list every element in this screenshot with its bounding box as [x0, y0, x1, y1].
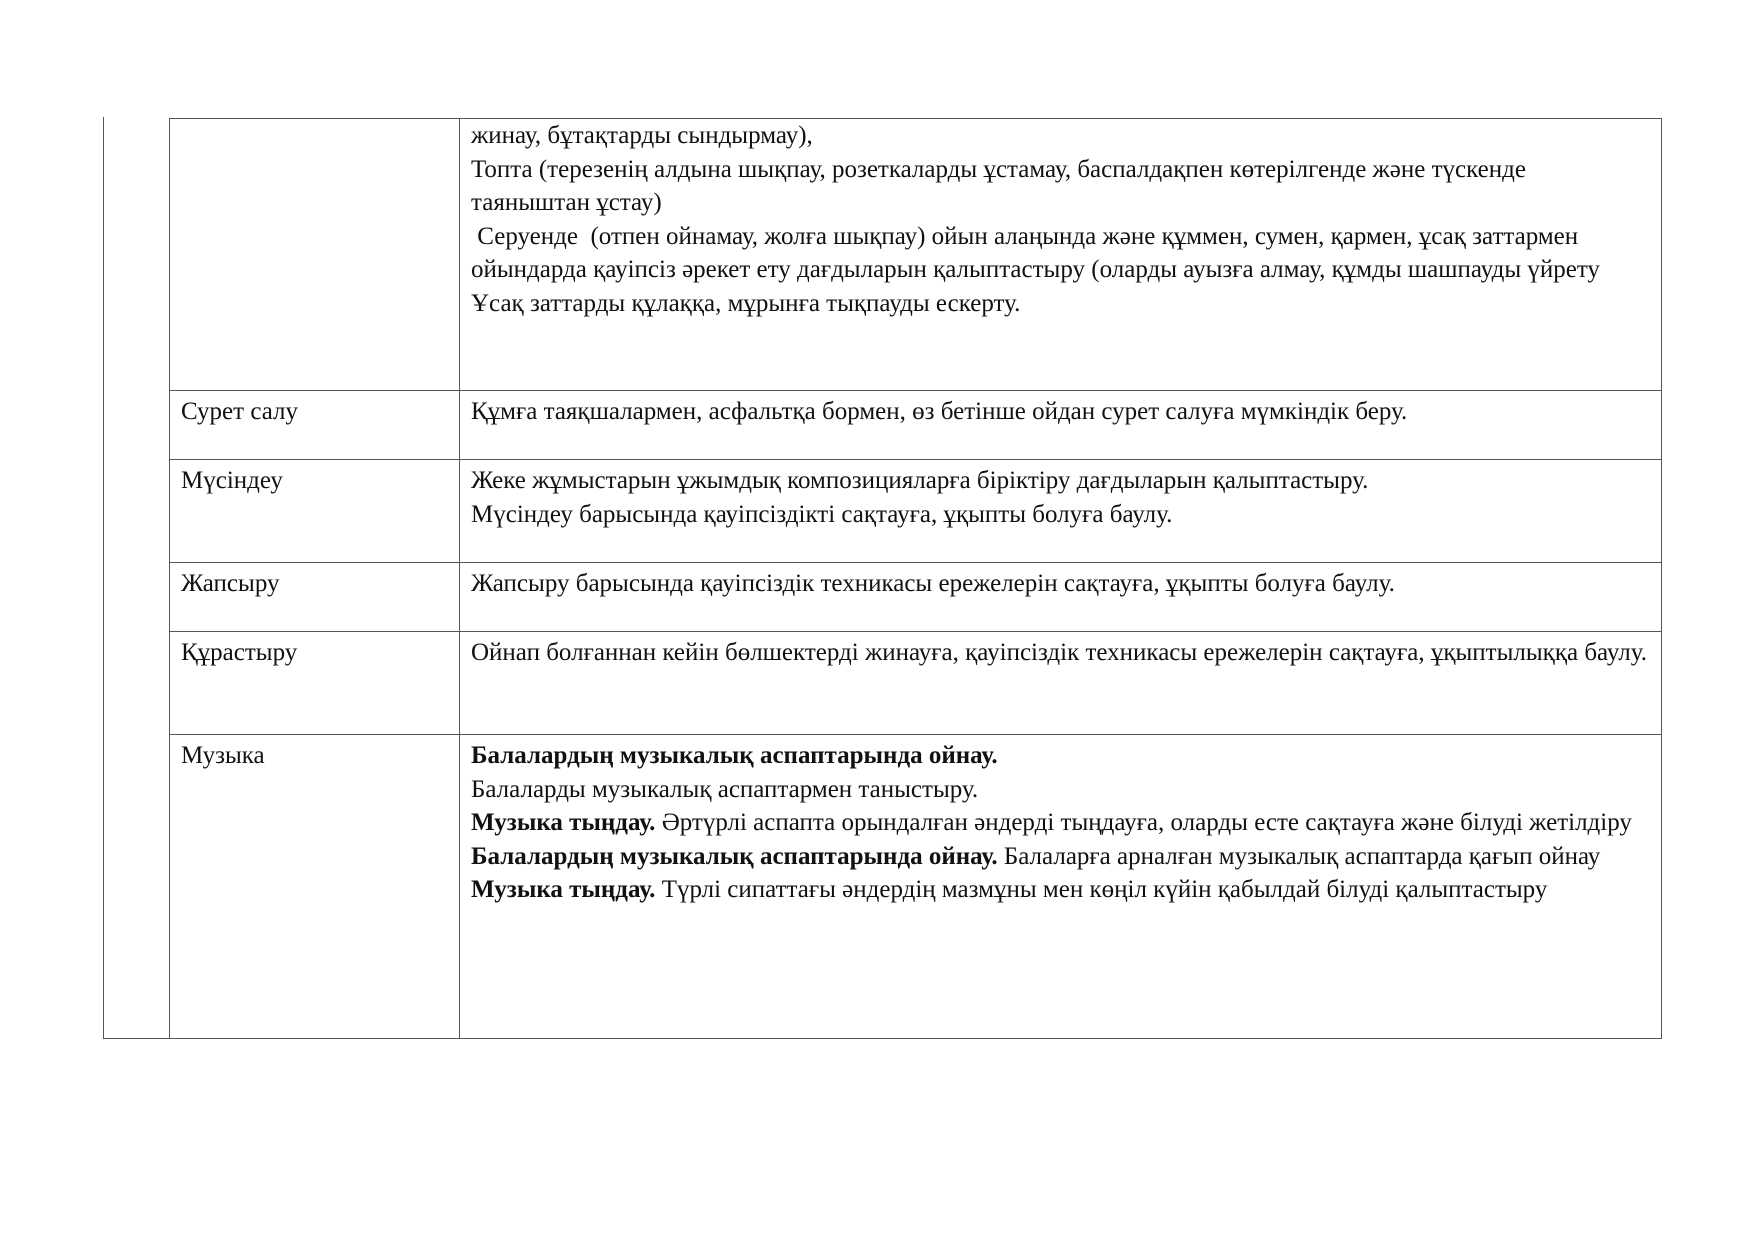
music-text: Балаларға арналған музыкалық аспаптарда қағып ойнау [997, 842, 1601, 870]
music-text: Әртүрлі аспапта орындалған әндерді тыңдауға, оларды есте сақтауға және білуді жетілдіру [655, 809, 1632, 836]
content-line: Жапсыру барысында қауіпсіздік техникасы ережелерін сақтауға, ұқыпты болуға баулу. [471, 570, 1395, 597]
table-row-safety [170, 119, 1662, 391]
music-paragraph [471, 739, 1651, 773]
outer-column-left-border [103, 117, 104, 1039]
music-text: Түрлі сипаттағы әндердің мазмұны мен көңіл күйін қабылдай білуді қалыптастыру [655, 876, 1548, 903]
music-text: Балаларды музыкалық аспаптармен таныстыру. [471, 775, 979, 803]
activity-label: Жапсыру [181, 570, 280, 597]
activity-label: Құрастыру [181, 639, 298, 666]
content-line: Құмға таяқшалармен, асфальтқа бормен, өз бетінше ойдан сурет салуға мүмкіндік беру. [471, 398, 1408, 425]
content-cell [460, 632, 1662, 735]
activity-cell [170, 119, 460, 391]
music-heading: Музыка тыңдау. [471, 809, 656, 836]
table-row-modeling [170, 460, 1662, 563]
music-paragraph [471, 806, 1651, 840]
content-line: жинау, бұтақтарды сындырмау), [471, 122, 813, 149]
music-paragraph [471, 873, 1651, 907]
content-cell [460, 119, 1662, 391]
table-row-construction [170, 632, 1662, 735]
content-line: Ойнап болғаннан кейін бөлшектерді жинауға, қауіпсіздік техникасы ережелерін сақтауға, ұқыптылыққа баулу. [471, 639, 1647, 666]
music-heading: Музыка тыңдау. [471, 876, 656, 903]
activity-label: Мүсіндеу [181, 467, 283, 494]
music-paragraph [471, 840, 1651, 874]
table-row-applique [170, 563, 1662, 632]
activity-plan-table [169, 118, 1662, 1039]
activity-cell [170, 735, 460, 1039]
music-heading: Балалардың музыкалық аспаптарында ойнау. [471, 842, 998, 870]
content-cell [460, 563, 1662, 632]
music-heading: Балалардың музыкалық аспаптарында ойнау. [471, 742, 998, 769]
content-cell [460, 460, 1662, 563]
content-line: Серуенде (отпен ойнамау, жолға шықпау) ойын алаңында және құммен, сумен, қармен, ұсақ заттармен ойындарда қауіпсіз әрекет ету дағдыларын қалыптастыру (оларды ауызға алмау, құмды шашпауды үйрету [471, 222, 1600, 283]
activity-cell [170, 563, 460, 632]
content-line: Мүсіндеу барысында қауіпсіздікті сақтауға, ұқыпты болуға баулу. [471, 500, 1173, 528]
activity-cell [170, 460, 460, 563]
activity-label: Сурет салу [181, 398, 299, 425]
table-row-drawing [170, 391, 1662, 460]
content-cell [460, 735, 1662, 1039]
content-cell [460, 391, 1662, 460]
table-row-music [170, 735, 1662, 1039]
music-paragraph [471, 773, 1651, 807]
content-line: Топта (терезенің алдына шықпау, розеткаларды ұстамау, баспалдақпен көтерілгенде және түскенде таяныштан ұстау) [471, 155, 1526, 216]
activity-label: Музыка [181, 742, 265, 769]
content-line: Жеке жұмыстарын ұжымдық композицияларға біріктіру дағдыларын қалыптастыру. [471, 467, 1369, 494]
content-line: Ұсақ заттарды құлаққа, мұрынға тықпауды ескерту. [471, 289, 1021, 317]
activity-cell [170, 391, 460, 460]
activity-cell [170, 632, 460, 735]
